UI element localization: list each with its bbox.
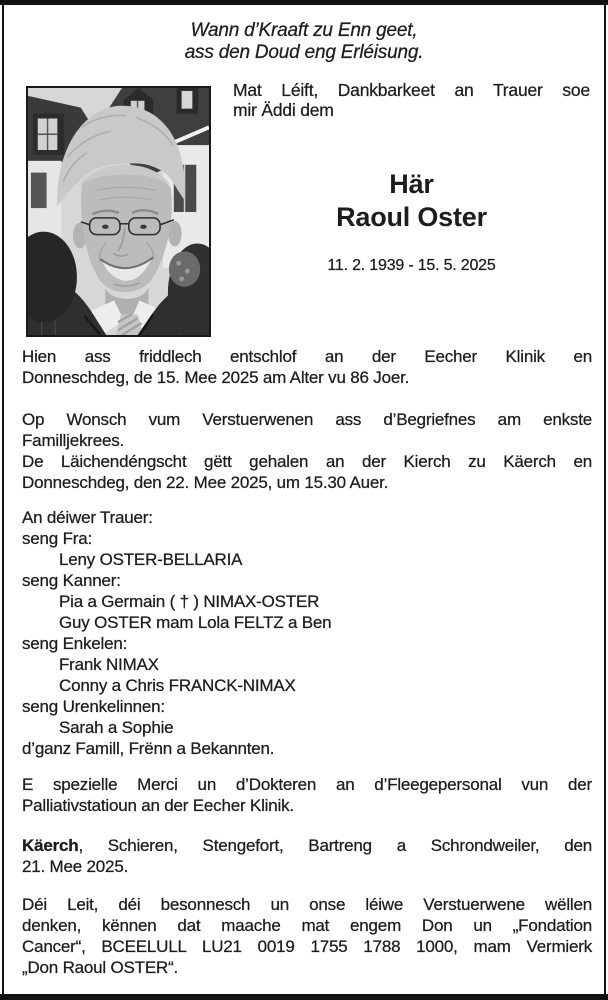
frame-border-bottom [0, 994, 608, 1000]
deceased-name-block [233, 168, 590, 234]
mourning-footer: d’ganz Famill, Frënn a Bekannten. [22, 739, 275, 758]
places-line-2: 21. Mee 2025. [22, 857, 129, 876]
frame-border-right [604, 0, 606, 1000]
donation-line-3: Cancer“, BCEELULL LU21 0019 1755 1788 1000, mam Vermierk [22, 937, 592, 956]
places-date-line [22, 835, 592, 877]
mourning-header: An déiwer Trauer: [22, 508, 153, 527]
mourning-name: Pia a Germain ( † ) NIMAX-OSTER [59, 592, 320, 611]
portrait-photo [26, 86, 211, 337]
mourning-name: Conny a Chris FRANCK-NIMAX [59, 676, 296, 695]
mourning-family-list [22, 507, 592, 759]
epigraph-line-1: Wann d’Kraaft zu Enn geet, [190, 20, 418, 41]
epigraph [0, 20, 608, 64]
donation-line-4: „Don Raoul OSTER“. [22, 958, 179, 977]
donation-line-2: denken, kënnen dat maache mat engem Don un „Fondation [22, 916, 592, 935]
life-dates: 11. 2. 1939 - 15. 5. 2025 [327, 257, 496, 274]
funeral-line-4: Donneschdeg, den 22. Mee 2025, um 15.30 Auer. [22, 473, 389, 492]
intro-text [233, 80, 590, 120]
portrait-illustration [28, 88, 209, 335]
places-rest: , Schieren, Stengefort, Bartreng a Schrondweiler, den [78, 836, 592, 855]
mourning-group-label: seng Kanner: [22, 571, 121, 590]
mourning-name: Frank NIMAX [59, 655, 159, 674]
deceased-title: Här [389, 169, 434, 199]
mourning-name: Guy OSTER mam Lola FELTZ a Ben [59, 613, 332, 632]
places-line-1 [22, 835, 592, 856]
donation-line-1: Déi Leit, déi besonnesch un onse léiwe Verstuerwene wëllen [22, 895, 592, 914]
mourning-name: Sarah a Sophie [59, 718, 174, 737]
funeral-details [22, 409, 592, 493]
thanks-line-1: E spezielle Merci un d’Dokteren an d’Fleegepersonal vun der [22, 775, 592, 794]
donation-paragraph [22, 894, 592, 978]
frame-border-left [2, 0, 4, 1000]
mourning-group-label: seng Urenkelinnen: [22, 697, 165, 716]
intro-line-2: mir Äddi dem [233, 100, 334, 120]
funeral-line-1: Op Wonsch vum Verstuerwenen ass d’Begriefnes am enkste [22, 410, 592, 429]
announcement-line-2: Donneschdeg, de 15. Mee 2025 am Alter vu 86 Joer. [22, 368, 410, 387]
announcement-line-1: Hien ass friddlech entschlof an der Eecher Klinik en [22, 347, 592, 366]
thanks-paragraph [22, 774, 592, 816]
mourning-group-label: seng Enkelen: [22, 634, 128, 653]
mourning-name: Leny OSTER-BELLARIA [59, 550, 243, 569]
intro-line-1: Mat Léift, Dankbarkeet an Trauer soe [233, 80, 590, 100]
funeral-line-3: De Läichendéngscht gëtt gehalen an der Kierch zu Käerch en [22, 452, 592, 471]
funeral-line-2: Familljekrees. [22, 431, 125, 450]
death-announcement [22, 346, 592, 388]
deceased-name: Raoul Oster [336, 202, 487, 232]
mourning-group-label: seng Fra: [22, 529, 93, 548]
frame-border-top [0, 0, 608, 5]
epigraph-line-2: ass den Doud eng Erléisung. [184, 42, 424, 63]
thanks-line-2: Palliativstatioun an der Eecher Klinik. [22, 796, 294, 815]
places-bold-town: Käerch [22, 836, 79, 855]
